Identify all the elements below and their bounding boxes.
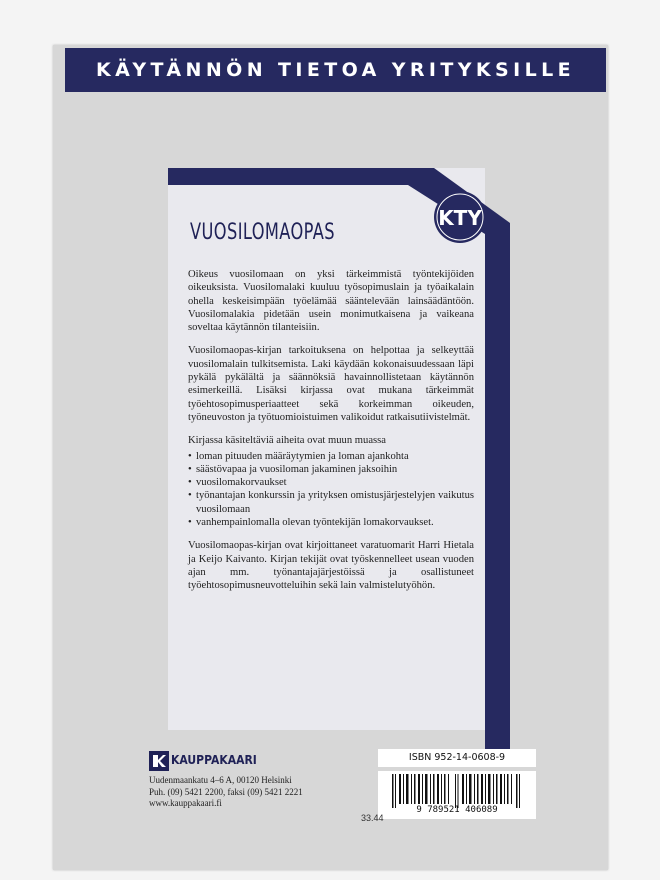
paragraph-2: Vuosilomaopas-kirjan tarkoituksena on helpottaa ja selkeyttää vuosilomalain tulkitsemista. Laki käydään kokonaisuudessaan läpi pykälä pykälältä ja säännöksiä havainnollistetaan käytännön esimerkeillä. Lisäksi kirjassa ovat mukana tärkeimmät työehtosopimusperiaatteet sekä korkeimman oikeuden, työneuvoston ja työtuomioistuimen valikoidut ratkaisutiivistelmät.	[188, 345, 474, 423]
list-item: • vuosilomakorvaukset	[188, 476, 474, 489]
series-banner: KÄYTÄNNÖN TIETOA YRITYKSILLE	[65, 48, 606, 92]
barcode-number: 9 789521 406089	[416, 805, 498, 815]
list-intro: Kirjassa käsiteltäviä aiheita ovat muun muassa	[188, 435, 386, 447]
kauppakaari-logo-icon	[149, 751, 169, 771]
publisher-name: KAUPPAKAARI	[171, 753, 257, 767]
kty-logo-icon	[433, 190, 487, 244]
book-back-cover	[53, 45, 608, 870]
topic-list	[188, 450, 474, 530]
list-item: • vanhempainlomalla olevan työntekijän lomakorvaukset.	[188, 516, 474, 529]
list-item: • säästövapaa ja vuosiloman jakaminen jaksoihin	[188, 463, 474, 476]
list-item: • työnantajan konkurssin ja yrityksen omistusjärjestelyjen vaikutus vuosilomaan	[188, 489, 474, 516]
list-item: • loman pituuden määräytymien ja loman ajankohta	[188, 450, 474, 463]
frame-bar-top	[168, 168, 420, 185]
description-text	[188, 268, 474, 603]
publisher-web: www.kauppakaari.fi	[149, 798, 222, 808]
content-frame	[168, 168, 514, 765]
paragraph-1: Oikeus vuosilomaan on yksi tärkeimmistä työntekijöiden oikeuksista. Vuosilomalaki kuuluu työsopimuslain ja työaikalain ohella keskeisimpään työelämää sääntelevään lainsäädäntöön. Vuosilomalakia pidetään usein monimutkaisena ja vaikeana soveltaa käytännön tilanteisiin.	[188, 269, 474, 334]
publisher-phone: Puh. (09) 5421 2200, faksi (09) 5421 2221	[149, 786, 303, 797]
isbn-label: ISBN 952-14-0608-9	[378, 749, 536, 767]
publisher-address: Uudenmaankatu 4–6 A, 00120 Helsinki	[149, 775, 292, 785]
frame-bar-right	[485, 223, 510, 763]
authors-paragraph: Vuosilomaopas-kirjan ovat kirjoittaneet varatuomarit Harri Hietala ja Keijo Kaivanto. Kirjan tekijät ovat työskennelleet usean vuoden ajan mm. työnantajajärjestöissä ja osallistuneet työehtosopimusneuvotteluihin sekä lain valmistelutyöhön.	[188, 540, 474, 592]
price-code: 33.44	[361, 813, 384, 823]
publisher-contact	[149, 775, 303, 810]
book-title: VUOSILOMAOPAS	[190, 220, 335, 245]
kty-logo-text: KTY	[438, 206, 482, 230]
